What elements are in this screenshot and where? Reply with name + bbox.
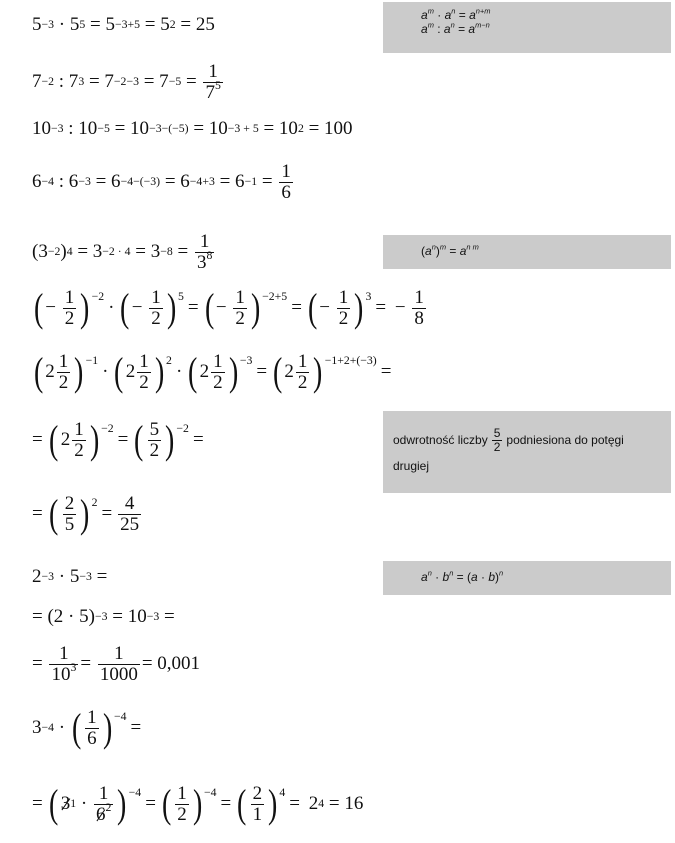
rule-text: [383, 411, 671, 453]
equation-11: = (2 · 5) −3 = 10 −3 =: [32, 606, 175, 627]
rule-text: $(a^n)^m = a^{n m}$: [421, 242, 479, 258]
note-text: odwrotność liczby: [393, 433, 488, 448]
equation-4: 6 −4 : 6 −3 = 6 −4−(−3) = 6 −4+3 = 6 −1 = $\frac{1}{6}$: [32, 161, 291, 203]
equation-5: (3 −2 ) 4 = 3 −2 · 4 = 3 −8 = $\frac{1}{3^8}$: [32, 231, 213, 273]
equation-6: ( − $\frac{1}{2}$ ) −2 · ( − $\frac{1}{2}$ ) 5 = ( − $\frac{1}{2}$ ) −2+5 = ( − $\frac{1}{2}$ ) 3 = − $\frac{1}{8}$: [33, 285, 424, 331]
equation-2: 7 −2 : 7 3 = 7 −2−3 = 7 −5 = $\frac{1}{7^5}$: [32, 61, 221, 103]
rule-box-reciprocal: [383, 411, 671, 493]
equation-14: = ( 3 1 · $\frac{1}{6^2}$ ) −4 = ( $\frac{1}{2}$ ) −4 = ( $\frac{2}{1}$ ) 4 = 2 4 = 16: [32, 781, 364, 827]
rule-text: $a^n \cdot b^n = (a \cdot b)^n$: [421, 568, 504, 584]
rule-box-product-power: [383, 561, 671, 595]
equation-10: 2 −3 · 5 −3 =: [32, 566, 108, 587]
equation-9: = ( $\frac{2}{5}$ ) 2 = $\frac{4}{25}$: [32, 491, 140, 537]
rule-box-power-of-power: [383, 235, 671, 269]
equation-8: = ( 2 $\frac{1}{2}$ ) −2 = ( $\frac{5}{2}$ ) −2 =: [32, 417, 204, 463]
rule-box-multiply-divide: [383, 2, 671, 53]
equation-13: 3 −4 · ( $\frac{1}{6}$ ) −4 =: [32, 705, 142, 751]
fraction-numerator: 5: [493, 426, 501, 440]
fraction-denominator: 2: [493, 439, 501, 454]
rule-text: $a^m \cdot a^n = a^{n+m}$ $a^m$ : $a^n = a^{m-n}$: [421, 6, 491, 36]
equation-12: = $\frac{1}{10^3}$ = $\frac{1}{1000}$ = 0,001: [32, 643, 201, 685]
note-text: drugiej: [393, 459, 430, 474]
note-text: podniesiona do potęgi: [506, 433, 624, 448]
equation-3: 10 −3 : 10 −5 = 10 −3−(−5) = 10 −3 + 5 = 10 2 = 100: [32, 118, 353, 139]
equation-1: 5 −3 · 5 5 = 5 −3+5 = 5 2 = 25: [32, 14, 215, 35]
equation-7: ( 2 $\frac{1}{2}$ ) −1 · ( 2 $\frac{1}{2}$ ) 2 · ( 2 $\frac{1}{2}$ ) −3 = ( 2 $\frac{1}{2}$ ) −1+2+(−3) =: [33, 349, 392, 395]
